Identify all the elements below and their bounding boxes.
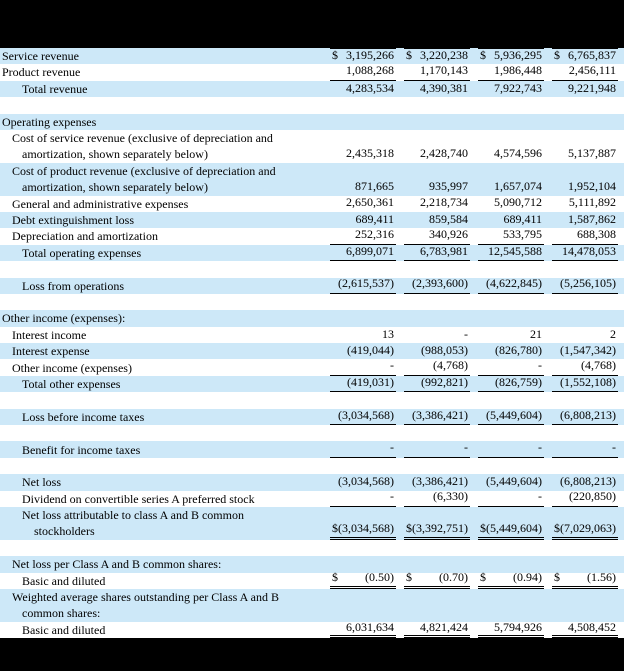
value-text: 5,794,926 <box>494 619 542 634</box>
row-label <box>0 573 330 589</box>
table-row <box>0 343 624 359</box>
value-cells <box>330 441 624 457</box>
value-cells <box>330 228 624 244</box>
value-cells <box>330 212 624 228</box>
value-cell <box>404 619 470 638</box>
row-label-line1: Net loss per Class A and B common shares: <box>12 557 222 572</box>
value-text: (4,768) <box>581 358 616 373</box>
table-row <box>0 376 624 392</box>
value-cell <box>330 343 396 359</box>
value-cell <box>552 441 618 457</box>
row-label <box>0 130 330 163</box>
value-cells <box>330 523 624 539</box>
value-text: (1,547,342) <box>560 342 616 357</box>
value-cell <box>552 376 618 392</box>
value-text: 12,545,588 <box>488 243 542 258</box>
value-cell <box>478 196 544 212</box>
top-black-bar <box>0 0 624 48</box>
value-cell <box>330 409 396 425</box>
value-cell <box>552 409 618 425</box>
value-text: 252,316 <box>355 227 394 242</box>
value-cells <box>330 179 624 195</box>
row-label-line1: Product revenue <box>2 65 81 80</box>
value-cell <box>404 245 470 261</box>
value-cell <box>404 228 470 244</box>
value-cell <box>478 48 544 64</box>
row-label-line1: Depreciation and amortization <box>12 229 158 244</box>
row-label-line1: Loss from operations <box>22 278 124 293</box>
value-cells <box>330 327 624 343</box>
value-cell <box>478 491 544 507</box>
value-cell <box>330 359 396 375</box>
dollar-sign: $ <box>332 521 338 536</box>
value-text: 6,899,071 <box>346 243 394 258</box>
value-cells <box>330 48 624 64</box>
value-cell <box>330 179 396 195</box>
value-text: (4,622,845) <box>486 276 542 291</box>
row-label <box>0 376 330 392</box>
spacer-row <box>0 97 624 113</box>
table-row <box>0 212 624 228</box>
value-cell <box>330 327 396 343</box>
dollar-sign: $ <box>406 521 412 536</box>
value-cell <box>330 48 396 64</box>
value-text: 1,986,448 <box>494 63 542 78</box>
row-label-line1: Total other expenses <box>22 376 121 391</box>
value-text: (419,031) <box>347 374 394 389</box>
dollar-sign: $ <box>554 570 560 585</box>
value-cell <box>330 64 396 80</box>
value-text: (6,808,213) <box>560 407 616 422</box>
value-text: 859,584 <box>429 211 468 226</box>
value-cell <box>478 212 544 228</box>
spacer-row <box>0 392 624 408</box>
value-cell <box>404 146 470 162</box>
value-cell <box>552 146 618 162</box>
value-text: - <box>390 440 394 455</box>
row-label <box>0 228 330 244</box>
value-cell <box>552 179 618 195</box>
value-text: 533,795 <box>503 227 542 242</box>
value-text: (826,780) <box>495 342 542 357</box>
value-text: (0.94) <box>513 570 542 585</box>
value-text: (3,392,751) <box>412 521 468 536</box>
row-label-line1: Weighted average shares outstanding per Class A and B <box>12 590 279 605</box>
table-row <box>0 163 624 196</box>
value-text: 2,218,734 <box>420 195 468 210</box>
value-cell <box>478 376 544 392</box>
dollar-sign: $ <box>554 521 560 536</box>
row-label-line1: Cost of service revenue (exclusive of depreciation and <box>12 131 273 146</box>
row-label <box>0 114 624 130</box>
row-label-line1: Basic and diluted <box>22 622 106 637</box>
value-text: 2,650,361 <box>346 195 394 210</box>
value-text: 4,390,381 <box>420 80 468 95</box>
value-cell <box>552 64 618 80</box>
value-cell <box>330 570 396 589</box>
value-cell <box>404 359 470 375</box>
value-text: (5,449,604) <box>486 521 542 536</box>
value-text: - <box>612 440 616 455</box>
table-row <box>0 327 624 343</box>
value-text: (826,759) <box>495 374 542 389</box>
value-cell <box>478 81 544 97</box>
value-text: 2 <box>610 326 616 341</box>
value-text: 3,220,238 <box>420 47 468 62</box>
value-text: 21 <box>530 326 542 341</box>
value-text: (992,821) <box>421 374 468 389</box>
table-row <box>0 359 624 375</box>
value-text: (1,552,108) <box>560 374 616 389</box>
income-statement-table <box>0 48 624 638</box>
table-row <box>0 196 624 212</box>
table-row <box>0 491 624 507</box>
row-label-line1: Total revenue <box>22 81 88 96</box>
row-label <box>0 474 330 490</box>
value-cell <box>552 81 618 97</box>
value-text: 1,170,143 <box>420 63 468 78</box>
value-cell <box>330 212 396 228</box>
value-cell <box>478 619 544 638</box>
value-text: (7,029,063) <box>560 521 616 536</box>
value-cell <box>404 491 470 507</box>
dollar-sign: $ <box>406 47 412 62</box>
value-cell <box>552 491 618 507</box>
row-label-line1: Basic and diluted <box>22 573 106 588</box>
value-text: 2,456,111 <box>568 63 616 78</box>
row-label <box>0 327 330 343</box>
table-row <box>0 441 624 457</box>
value-cell <box>478 228 544 244</box>
spacer-row <box>0 458 624 474</box>
value-text: (5,449,604) <box>486 474 542 489</box>
value-text: 5,137,887 <box>568 146 616 161</box>
value-text: (220,850) <box>569 489 616 504</box>
row-label-line2: common shares: <box>22 606 101 621</box>
table-row <box>0 570 624 589</box>
value-text: (3,034,568) <box>338 407 394 422</box>
value-cells <box>330 196 624 212</box>
table-row <box>0 114 624 130</box>
row-label <box>0 212 330 228</box>
value-cell <box>552 327 618 343</box>
row-label <box>0 163 330 196</box>
table-row <box>0 228 624 244</box>
table-row <box>0 278 624 294</box>
value-cell <box>552 619 618 638</box>
spacer-row <box>0 540 624 556</box>
value-text: 5,111,892 <box>568 195 616 210</box>
value-text: - <box>390 489 394 504</box>
value-text: (5,256,105) <box>560 276 616 291</box>
row-label <box>0 81 330 97</box>
value-text: 1,657,074 <box>494 179 542 194</box>
value-cell <box>478 441 544 457</box>
dollar-sign: $ <box>332 570 338 585</box>
row-label <box>0 409 330 425</box>
row-label-line1: Other income (expenses) <box>12 360 132 375</box>
value-text: 871,665 <box>355 179 394 194</box>
value-text: 7,922,743 <box>494 80 542 95</box>
value-cell <box>552 228 618 244</box>
table-row <box>0 409 624 425</box>
dollar-sign: $ <box>332 47 338 62</box>
value-text: 9,221,948 <box>568 80 616 95</box>
value-text: 340,926 <box>429 227 468 242</box>
value-cell <box>404 570 470 589</box>
row-label <box>0 491 330 507</box>
value-cell <box>330 523 396 539</box>
value-cell <box>404 278 470 294</box>
value-text: (988,053) <box>421 342 468 357</box>
value-text: 2,435,318 <box>346 146 394 161</box>
bottom-black-bar <box>0 638 624 671</box>
value-cell <box>404 409 470 425</box>
row-label-line1: Net loss <box>22 475 61 490</box>
dollar-sign: $ <box>406 570 412 585</box>
value-cell <box>478 64 544 80</box>
value-cell <box>478 245 544 261</box>
value-text: - <box>538 489 542 504</box>
value-cell <box>552 212 618 228</box>
value-text: 6,783,981 <box>420 243 468 258</box>
row-label-line1: Dividend on convertible series A preferred stock <box>22 491 255 506</box>
table-row <box>0 619 624 638</box>
value-text: (0.50) <box>365 570 394 585</box>
value-text: 4,821,424 <box>420 619 468 634</box>
value-text: (4,768) <box>433 358 468 373</box>
table-row <box>0 245 624 261</box>
value-text: 1,952,104 <box>568 179 616 194</box>
value-cell <box>404 441 470 457</box>
table-row <box>0 64 624 80</box>
row-label-line1: Cost of product revenue (exclusive of depreciation and <box>12 163 276 178</box>
row-label <box>0 622 330 638</box>
dollar-sign: $ <box>480 570 486 585</box>
row-label-line1: Other income (expenses): <box>2 311 126 326</box>
value-text: 14,478,053 <box>562 243 616 258</box>
table-row <box>0 474 624 490</box>
value-text: (2,615,537) <box>338 276 394 291</box>
row-label <box>0 343 330 359</box>
value-text: 689,411 <box>503 211 542 226</box>
value-cell <box>404 196 470 212</box>
value-text: 2,428,740 <box>420 146 468 161</box>
value-cell <box>478 278 544 294</box>
value-text: 4,574,596 <box>494 146 542 161</box>
value-text: 935,997 <box>429 179 468 194</box>
row-label-line1: Debt extinguishment loss <box>12 213 134 228</box>
value-text: (3,386,421) <box>412 474 468 489</box>
value-cell <box>552 196 618 212</box>
value-cell <box>552 245 618 261</box>
table-row <box>0 48 624 64</box>
value-text: - <box>538 358 542 373</box>
value-text: 1,088,268 <box>346 63 394 78</box>
value-cell <box>330 278 396 294</box>
dollar-sign: $ <box>480 521 486 536</box>
value-cell <box>552 359 618 375</box>
value-cell <box>404 48 470 64</box>
value-text: (3,386,421) <box>412 407 468 422</box>
value-text: 4,283,534 <box>346 80 394 95</box>
row-label-line1: Interest income <box>12 327 87 342</box>
row-label <box>0 278 330 294</box>
table-row <box>0 81 624 97</box>
row-label-line2: amortization, shown separately below) <box>22 147 208 162</box>
value-cell <box>478 146 544 162</box>
value-cells <box>330 81 624 97</box>
value-text: 4,508,452 <box>568 619 616 634</box>
value-cell <box>552 523 618 539</box>
value-text: (6,808,213) <box>560 474 616 489</box>
value-cell <box>478 570 544 589</box>
value-text: (2,393,600) <box>412 276 468 291</box>
row-label-line2: amortization, shown separately below) <box>22 180 208 195</box>
value-cell <box>552 570 618 589</box>
value-cell <box>552 48 618 64</box>
value-text: - <box>464 326 468 341</box>
value-cell <box>478 359 544 375</box>
dollar-sign: $ <box>480 47 486 62</box>
value-cell <box>478 523 544 539</box>
value-cell <box>404 343 470 359</box>
row-label <box>0 310 624 326</box>
value-text: 6,031,634 <box>346 619 394 634</box>
row-label-line1: Operating expenses <box>2 114 97 129</box>
table-row <box>0 589 624 622</box>
value-text: - <box>538 440 542 455</box>
value-text: - <box>390 358 394 373</box>
value-text: (5,449,604) <box>486 407 542 422</box>
value-cell <box>404 523 470 539</box>
value-cell <box>330 441 396 457</box>
value-text: 3,195,266 <box>346 47 394 62</box>
value-text: 13 <box>382 326 394 341</box>
value-text: 6,765,837 <box>568 47 616 62</box>
value-cells <box>330 474 624 490</box>
dollar-sign: $ <box>554 47 560 62</box>
value-cells <box>330 409 624 425</box>
value-cell <box>330 491 396 507</box>
row-label-line1: General and administrative expenses <box>12 196 189 211</box>
value-cell <box>404 81 470 97</box>
row-label <box>0 48 330 64</box>
row-label <box>0 196 330 212</box>
value-cells <box>330 343 624 359</box>
value-cells <box>330 619 624 638</box>
value-text: - <box>464 440 468 455</box>
row-label-line1: Net loss attributable to class A and B common <box>22 508 244 523</box>
value-text: (1.56) <box>587 570 616 585</box>
value-cell <box>330 474 396 490</box>
value-text: 5,090,712 <box>494 195 542 210</box>
value-cell <box>404 376 470 392</box>
value-cells <box>330 491 624 507</box>
row-label-line1: Service revenue <box>2 49 79 64</box>
value-text: (6,330) <box>433 489 468 504</box>
value-cell <box>330 245 396 261</box>
value-cell <box>552 278 618 294</box>
value-cells <box>330 278 624 294</box>
spacer-row <box>0 261 624 277</box>
value-text: 689,411 <box>355 211 394 226</box>
value-cell <box>330 146 396 162</box>
table-row <box>0 507 624 540</box>
value-text: 688,308 <box>577 227 616 242</box>
table-row <box>0 130 624 163</box>
value-cell <box>478 327 544 343</box>
spacer-row <box>0 425 624 441</box>
value-cell <box>404 212 470 228</box>
value-cell <box>404 327 470 343</box>
value-cell <box>330 619 396 638</box>
value-cells <box>330 64 624 80</box>
row-label-line1: Loss before income taxes <box>22 409 145 424</box>
value-cell <box>478 409 544 425</box>
value-text: 1,587,862 <box>568 211 616 226</box>
row-label <box>0 589 624 622</box>
row-label <box>0 507 330 540</box>
value-cell <box>330 376 396 392</box>
value-cell <box>478 474 544 490</box>
value-cell <box>478 343 544 359</box>
value-cell <box>330 196 396 212</box>
value-cells <box>330 359 624 375</box>
row-label <box>0 245 330 261</box>
value-cell <box>330 81 396 97</box>
row-label <box>0 441 330 457</box>
row-label-line2: stockholders <box>34 524 95 539</box>
value-cells <box>330 245 624 261</box>
table-row <box>0 310 624 326</box>
row-label-line1: Interest expense <box>12 344 90 359</box>
value-text: (0.70) <box>439 570 468 585</box>
row-label-line1: Benefit for income taxes <box>22 442 141 457</box>
value-cells <box>330 146 624 162</box>
spacer-row <box>0 294 624 310</box>
row-label <box>0 359 330 375</box>
value-cell <box>478 179 544 195</box>
value-text: (3,034,568) <box>338 474 394 489</box>
value-cell <box>404 179 470 195</box>
value-text: (419,044) <box>347 342 394 357</box>
value-cell <box>404 64 470 80</box>
value-cell <box>552 343 618 359</box>
value-cell <box>404 474 470 490</box>
value-cell <box>330 228 396 244</box>
value-cell <box>552 474 618 490</box>
row-label <box>0 64 330 80</box>
value-cells <box>330 376 624 392</box>
row-label-line1: Total operating expenses <box>22 245 142 260</box>
value-cells <box>330 570 624 589</box>
value-text: 5,936,295 <box>494 47 542 62</box>
value-text: (3,034,568) <box>338 521 394 536</box>
